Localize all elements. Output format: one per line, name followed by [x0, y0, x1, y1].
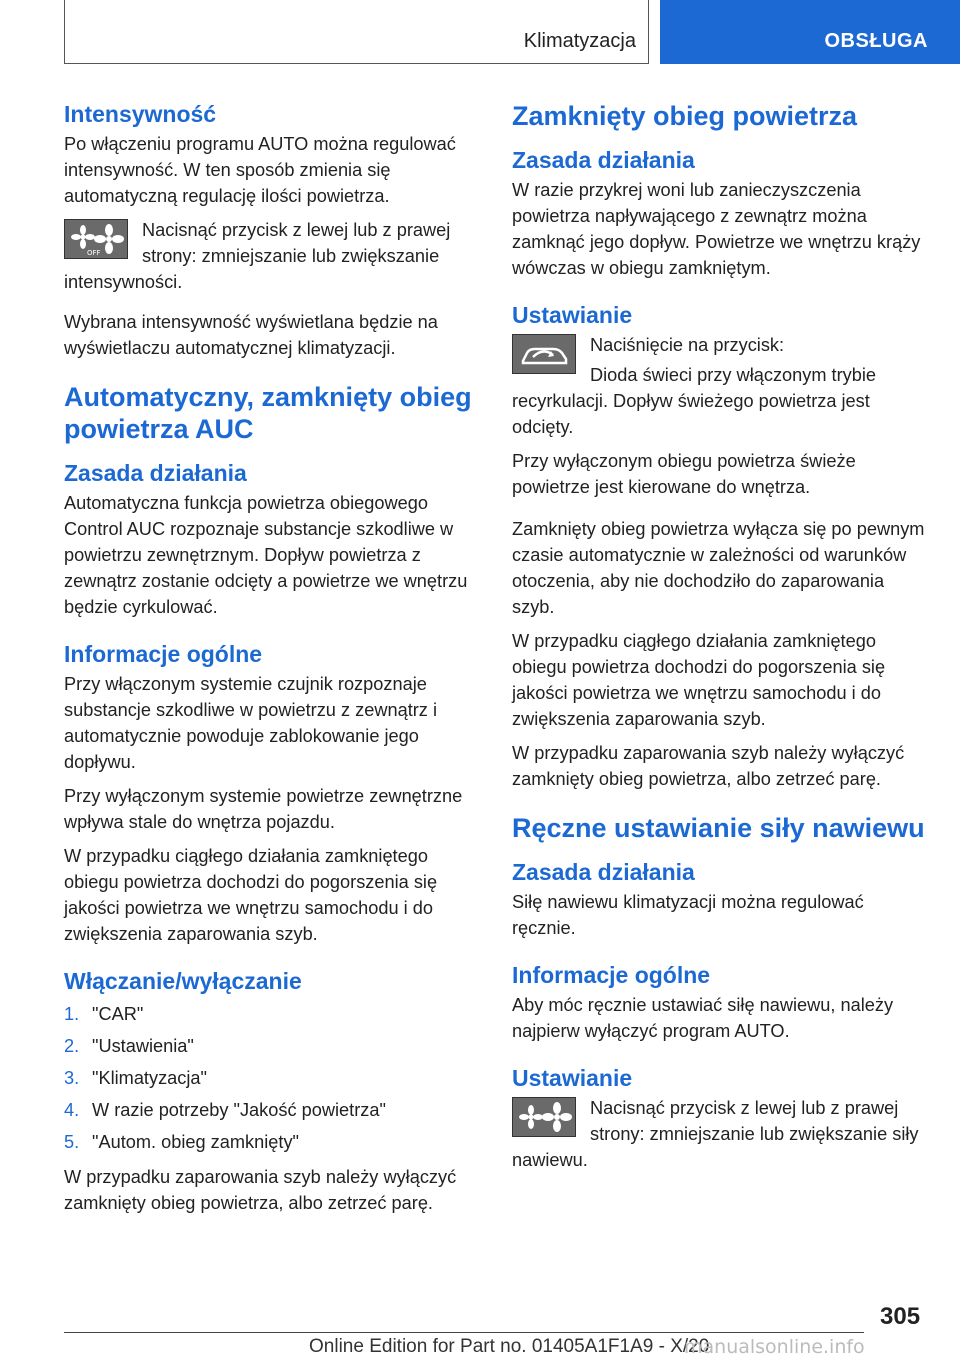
auc-info-p3: W przypadku ciągłego działania zamkniętego obiegu powietrza dochodzi do pogorszenia się jakości powietrza we wnętrzu samochodu i do zwiększenia zaparowania szyb. — [64, 846, 438, 944]
closed-zasada-heading: Zasada działania — [512, 147, 695, 173]
fan-icon-block — [512, 1095, 926, 1173]
list-item: 4. W razie potrzeby "Jakość powietrza" — [64, 1100, 386, 1120]
closed-ust-p4: W przypadku zaparowania szyb należy wyłączyć zamknięty obieg powietrza, albo zetrzeć parę. — [512, 743, 905, 789]
manual-ustawianie-heading: Ustawianie — [512, 1065, 633, 1091]
manual-info-heading: Informacje ogólne — [512, 962, 711, 988]
closed-ust-p1: Przy wyłączonym obiegu powietrza świeże powietrze jest kierowane do wnętrza. — [512, 451, 856, 497]
svg-text:OFF: OFF — [87, 249, 101, 257]
closed-circulation-heading: Zamknięty obieg powietrza — [512, 101, 858, 131]
list-item: 2. "Ustawienia" — [64, 1036, 194, 1056]
watermark-text: manualsonline.info — [684, 1336, 865, 1358]
auc-info-heading: Informacje ogólne — [64, 641, 263, 667]
header-chapter-box — [64, 0, 649, 64]
page-number: 305 — [880, 1303, 921, 1330]
recirculation-press-text: Naciśnięcie na przycisk: — [590, 335, 785, 355]
list-item: 1. "CAR" — [64, 1004, 144, 1024]
auc-heading: Automatyczny, zamknięty obieg powietrza AUC — [64, 382, 472, 444]
manual-airflow-heading: Ręczne ustawianie siły nawiewu — [512, 813, 925, 843]
fan-icon-text: Nacisnąć przycisk z lewej lub z prawej strony: zmniejszanie lub zwiększanie siły nawiewu. — [512, 1098, 919, 1170]
intensywnosc-heading: Intensywność — [64, 101, 217, 127]
closed-ust-p2: Zamknięty obieg powietrza wyłącza się po pewnym czasie automatycznie w zależności od warunków otoczenia, aby nie dochodziło do zaparowania szyb. — [512, 519, 925, 617]
recirculation-button-icon — [512, 334, 576, 374]
fan-button-icon — [512, 1097, 576, 1137]
footer-divider — [64, 1332, 864, 1333]
intensywnosc-display-paragraph: Wybrana intensywność wyświetlana będzie na wyświetlaczu automatycznej klimatyzacji. — [64, 312, 438, 358]
intensywnosc-icon-text: Nacisnąć przycisk z lewej lub z prawej strony: zmniejszanie lub zwiększanie intensywności. — [64, 220, 451, 292]
onoff-paragraph: W przypadku zaparowania szyb należy wyłączyć zamknięty obieg powietrza, albo zetrzeć parę. — [64, 1167, 457, 1213]
list-item: 5. "Autom. obieg zamknięty" — [64, 1132, 300, 1152]
onoff-steps-list — [64, 998, 478, 1158]
auc-info-p1: Przy włączonym systemie czujnik rozpoznaje substancje szkodliwe w powietrzu z zewnątrz i automatycznie powoduje zablokowanie jego dopływu. — [64, 674, 437, 772]
onoff-heading: Włączanie/wyłączanie — [64, 968, 302, 994]
fan-off-button-icon — [64, 219, 128, 259]
closed-zasada-text: W razie przykrej woni lub zanieczyszczenia powietrza napływającego z zewnątrz można zamknąć jego dopływ. Powietrze we wnętrzu krąży wówczas w obiegu zamkniętym. — [512, 180, 921, 278]
closed-ust-p3: W przypadku ciągłego działania zamkniętego obiegu powietrza dochodzi do pogorszenia się jakości powietrza we wnętrzu samochodu i do zwiększenia zaparowania szyb. — [512, 631, 886, 729]
closed-ustawianie-heading: Ustawianie — [512, 302, 633, 328]
header-section-tab — [660, 0, 960, 64]
auc-info-p2: Przy wyłączonym systemie powietrze zewnętrzne wpływa stale do wnętrza pojazdu. — [64, 786, 463, 832]
intensywnosc-icon-block — [64, 217, 478, 295]
recirculation-icon-block — [512, 332, 926, 440]
list-item: 3. "Klimatyzacja" — [64, 1068, 207, 1088]
chapter-title: Klimatyzacja — [523, 30, 636, 52]
manual-info-text: Aby móc ręcznie ustawiać siłę nawiewu, należy najpierw wyłączyć program AUTO. — [512, 995, 894, 1041]
intensywnosc-paragraph: Po włączeniu programu AUTO można regulować intensywność. W ten sposób zmienia się automatyczną regulację ilości powietrza. — [64, 134, 456, 206]
manual-zasada-heading: Zasada działania — [512, 859, 695, 885]
section-label: OBSŁUGA — [824, 30, 928, 52]
manual-zasada-text: Siłę nawiewu klimatyzacji można regulować ręcznie. — [512, 892, 864, 938]
auc-zasada-heading: Zasada działania — [64, 460, 247, 486]
left-column — [64, 100, 478, 1224]
auc-zasada-text: Automatyczna funkcja powietrza obiegowego Control AUC rozpoznaje substancje szkodliwe w powietrzu zewnętrznym. Dopływ powietrza z zewnątrz zostanie odcięty a powietrze we wnętrzu będzie cyrkulować. — [64, 493, 468, 617]
edition-text: Online Edition for Part no. 01405A1F1A9 - X/20 — [309, 1336, 710, 1357]
right-column — [512, 100, 926, 1181]
recirculation-led-text: Dioda świeci przy włączonym trybie recyrkulacji. Dopływ świeżego powietrza jest odcięty. — [512, 365, 877, 437]
